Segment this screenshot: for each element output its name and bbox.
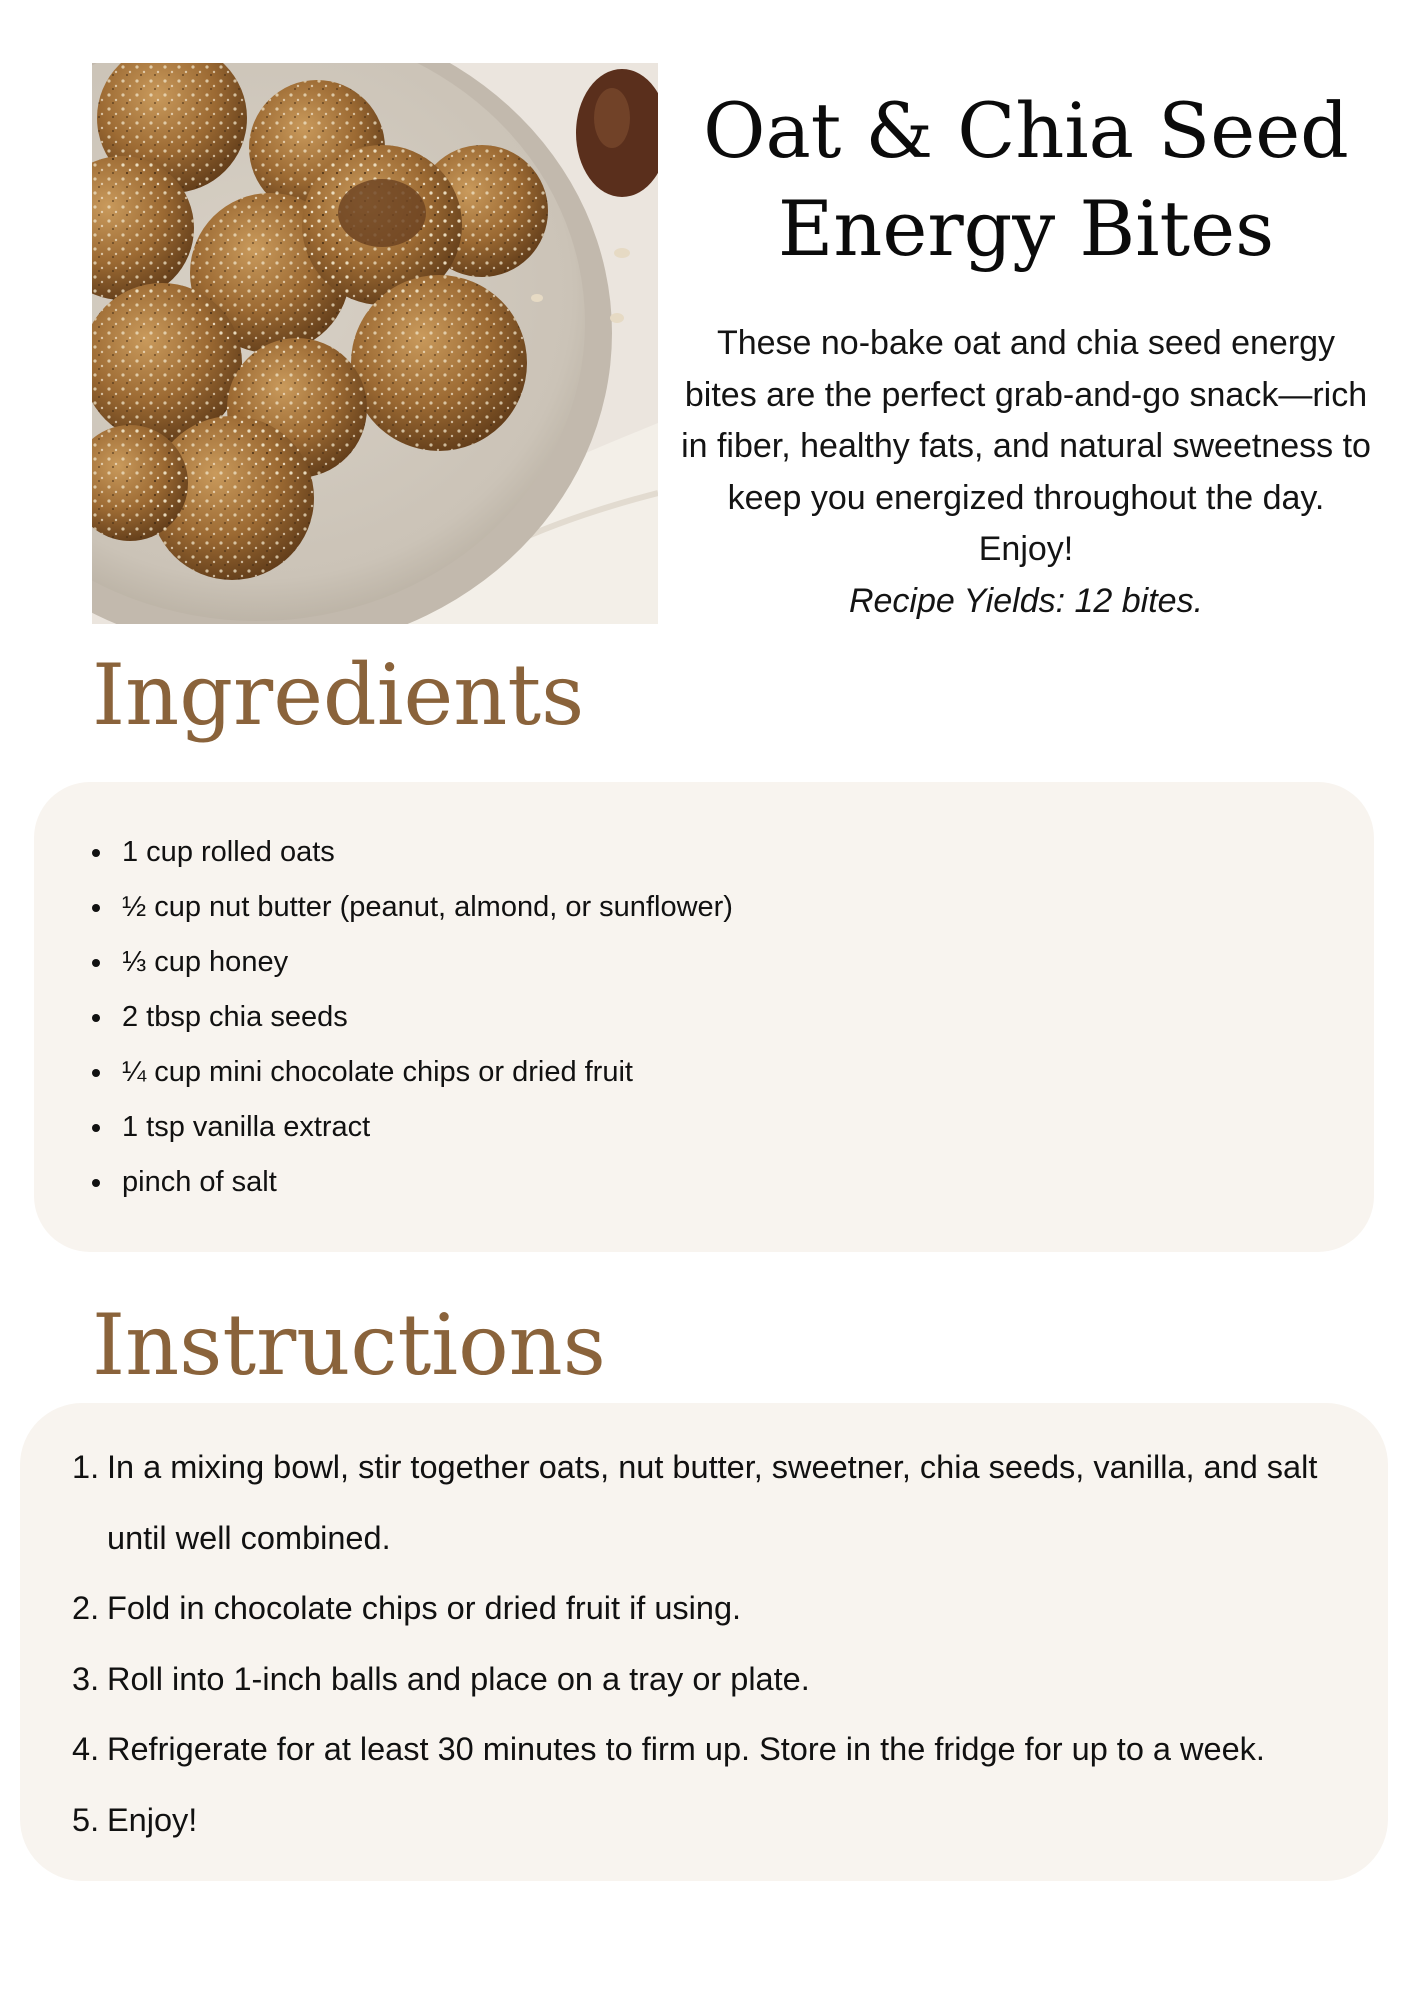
ingredient-item <box>90 880 733 935</box>
recipe-description: These no-bake oat and chia seed energy bites are the perfect grab-and-go snack—rich in fiber, healthy fats, and natural sweetness to keep you energized throughout the day. Enjoy! <box>681 324 1371 568</box>
bullet-icon <box>92 1069 100 1077</box>
energy-bites-photo <box>92 63 658 624</box>
ingredient-text: 2 tbsp chia seeds <box>122 1001 348 1033</box>
ingredient-text: pinch of salt <box>122 1166 277 1198</box>
step-text: In a mixing bowl, stir together oats, nut butter, sweetner, chia seeds, vanilla, and salt until well combined. <box>107 1449 1318 1556</box>
instruction-step <box>72 1714 1372 1785</box>
instruction-step <box>72 1785 1372 1856</box>
step-number: 3. <box>72 1660 100 1697</box>
step-number: 1. <box>72 1449 100 1485</box>
recipe-yields: Recipe Yields: 12 bites. <box>848 581 1204 620</box>
ingredient-item <box>90 990 733 1045</box>
energy-bites-illustration <box>92 63 658 624</box>
recipe-title-line-2: Energy Bites <box>777 184 1275 273</box>
ingredient-text: 1 cup rolled oats <box>122 836 335 868</box>
instruction-step <box>72 1432 1372 1573</box>
bullet-icon <box>92 1014 100 1022</box>
instruction-step <box>72 1644 1372 1715</box>
ingredient-text: ⅓ cup honey <box>122 946 289 978</box>
ingredient-text: 1 tsp vanilla extract <box>122 1111 371 1143</box>
step-number: 5. <box>72 1801 100 1838</box>
ingredient-item <box>90 1045 733 1100</box>
recipe-title-line-1: Oat & Chia Seed <box>703 86 1349 175</box>
bullet-icon <box>92 904 100 912</box>
instructions-heading: Instructions <box>92 1296 606 1394</box>
instruction-step <box>72 1573 1372 1644</box>
step-number: 4. <box>72 1731 100 1767</box>
step-text: Fold in chocolate chips or dried fruit if using. <box>107 1590 742 1626</box>
step-text: Refrigerate for at least 30 minutes to firm up. Store in the fridge for up to a week. <box>107 1731 1265 1767</box>
ingredients-heading: Ingredients <box>92 646 585 744</box>
ingredient-text: ½ cup nut butter (peanut, almond, or sunflower) <box>122 891 733 923</box>
step-number: 2. <box>72 1590 100 1626</box>
bullet-icon <box>92 1179 100 1187</box>
step-text: Enjoy! <box>107 1801 198 1838</box>
ingredient-item <box>90 1155 733 1210</box>
ingredient-text: ¼ cup mini chocolate chips or dried fruit <box>122 1056 633 1088</box>
bullet-icon <box>92 1124 100 1132</box>
recipe-title <box>680 82 1372 278</box>
bullet-icon <box>92 849 100 857</box>
instructions-list <box>72 1432 1372 1855</box>
ingredient-item <box>90 935 733 990</box>
step-text: Roll into 1-inch balls and place on a tray or plate. <box>107 1660 810 1697</box>
bullet-icon <box>92 959 100 967</box>
ingredient-item <box>90 825 733 880</box>
ingredient-item <box>90 1100 733 1155</box>
ingredients-list <box>90 825 733 1210</box>
recipe-intro <box>680 318 1372 627</box>
